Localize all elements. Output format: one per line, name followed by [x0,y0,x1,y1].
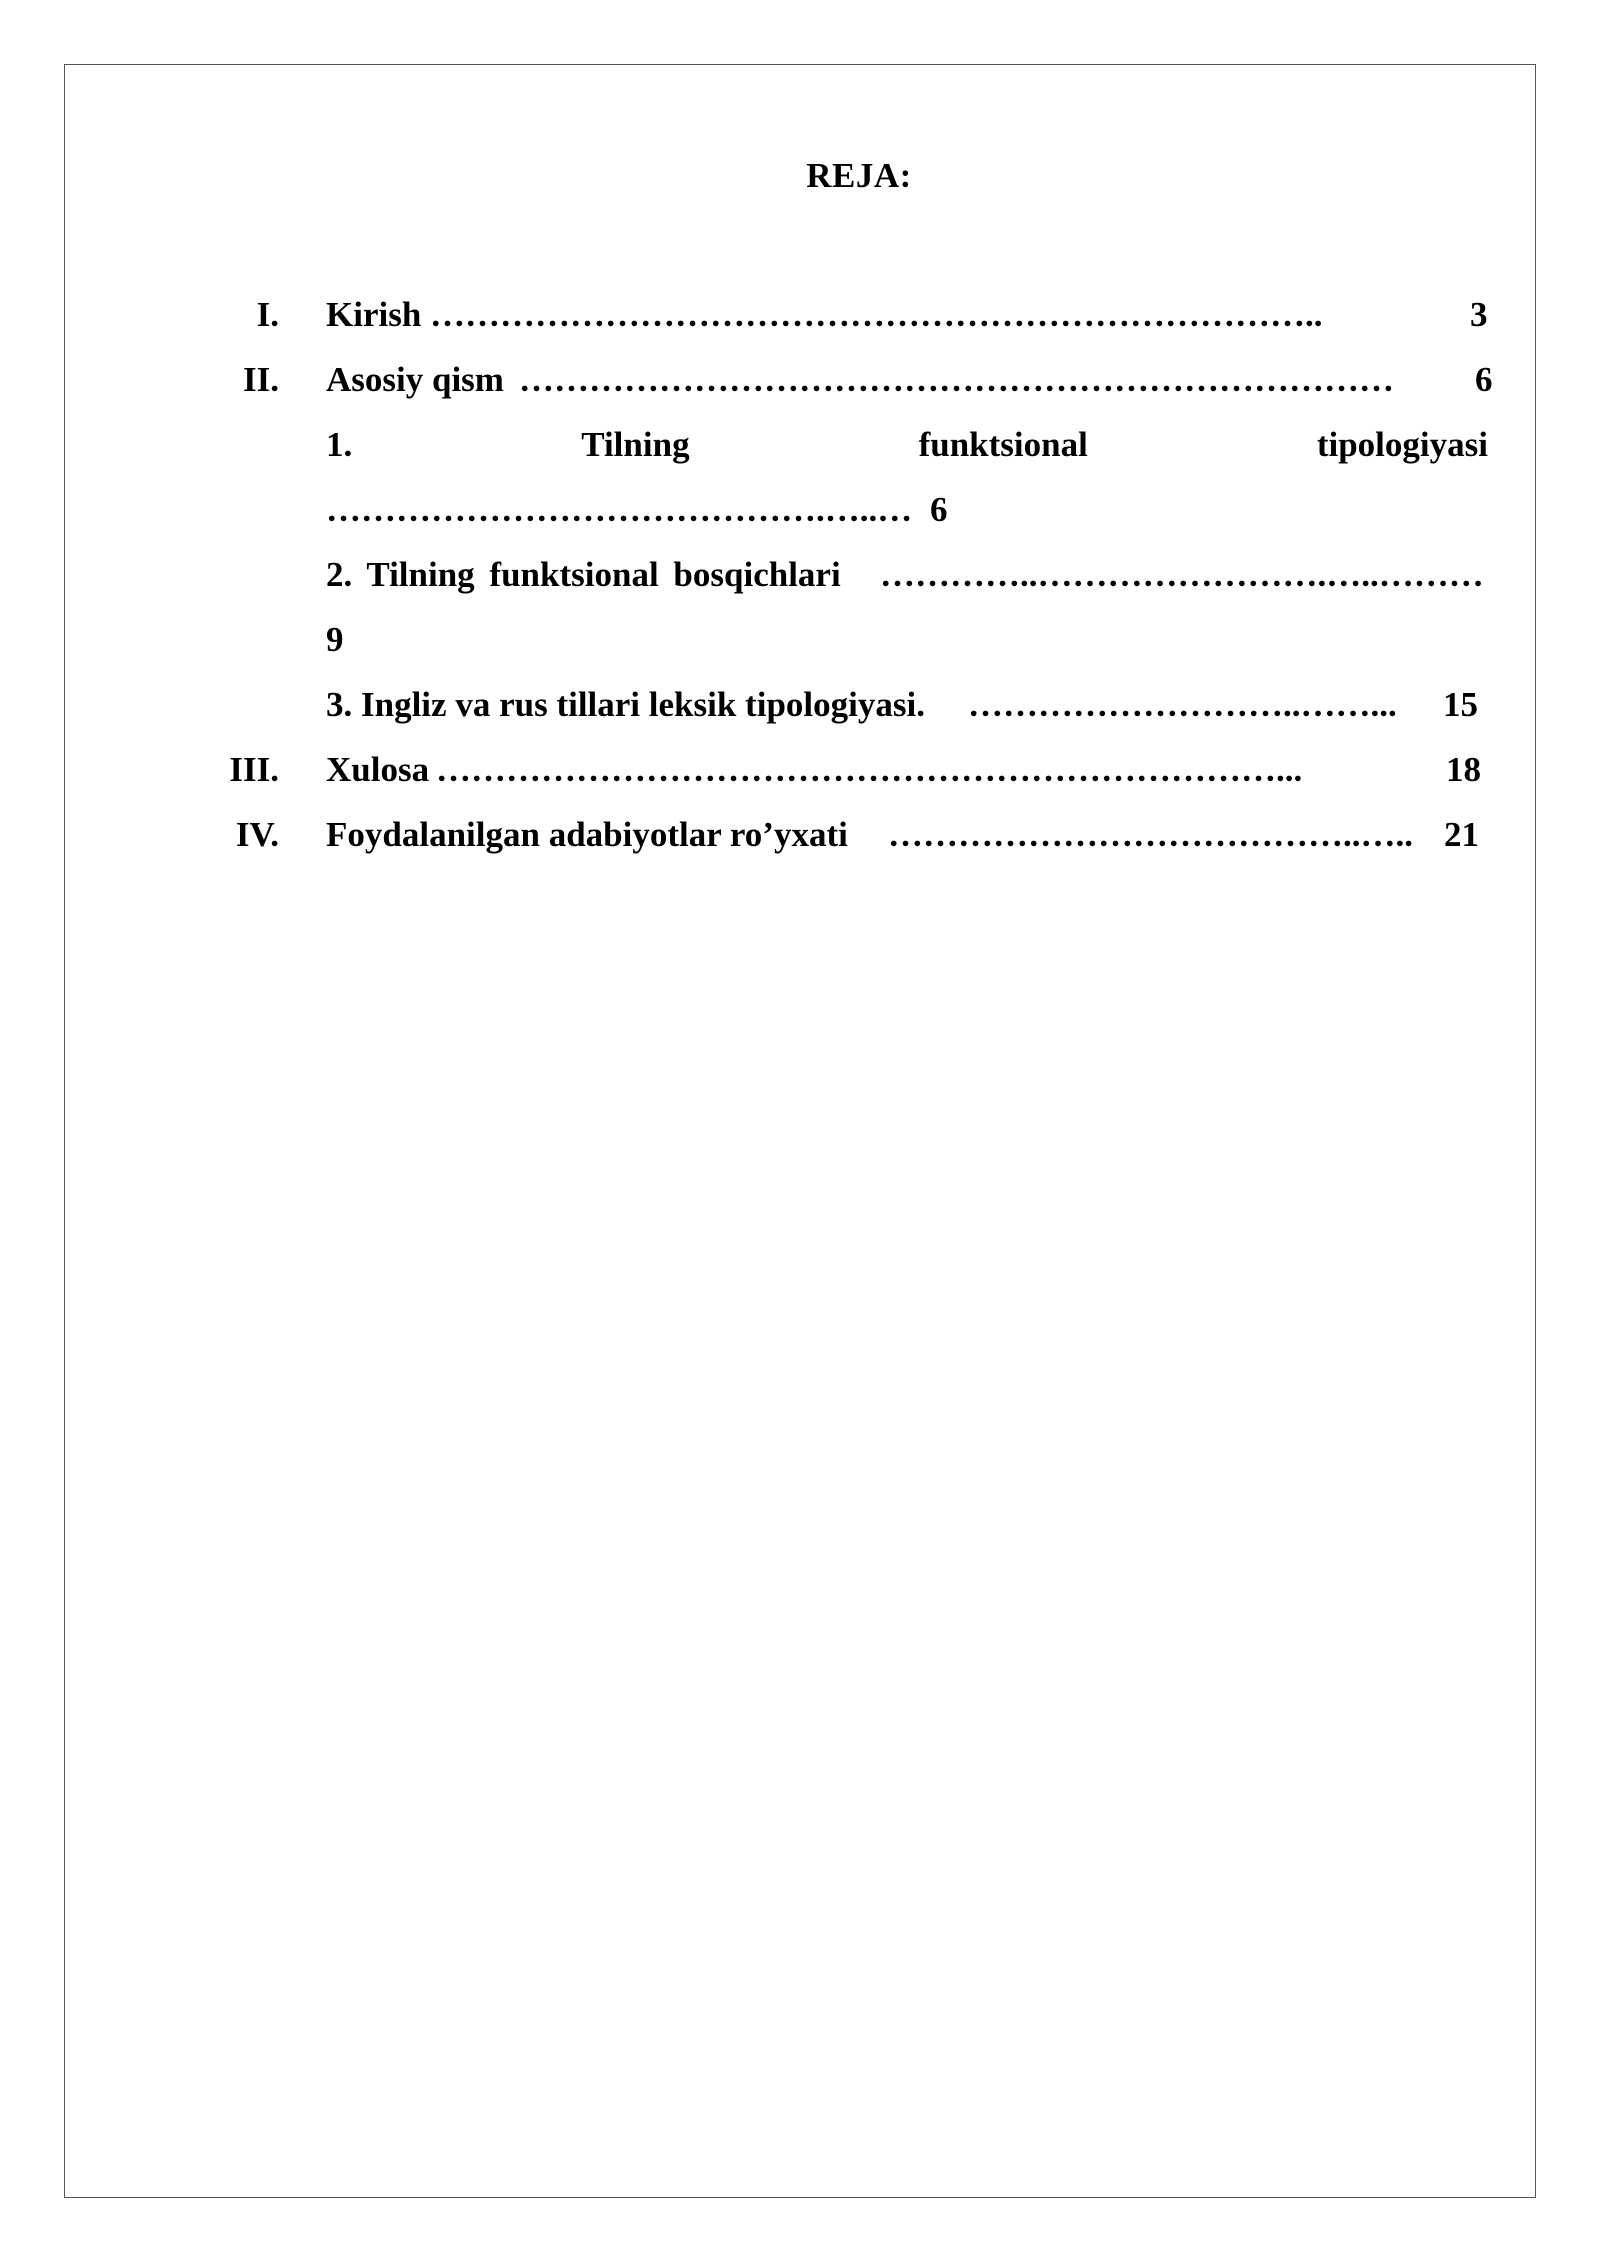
toc-label: Foydalanilgan adabiyotlar ro’yxati [326,815,848,854]
toc-item-kirish[interactable] [0,290,1600,340]
toc-label: 2. Tilning funktsional bosqichlari [326,555,841,594]
toc-leader-dots: …………………………………..….. [888,815,1413,854]
toc-subitem-2-continuation[interactable] [0,615,1600,665]
toc-subitem-justified-line [326,420,1488,470]
toc-leader-dots: ………………………………………………………………… [519,360,1394,399]
toc-page-number: 21 [1444,815,1479,854]
toc-page-number: 6 [930,490,948,529]
toc-word: tipologiyasi [1316,425,1488,464]
toc-leader-dots: …………………………………….…..… [326,490,913,529]
toc-numeral: III. [229,750,279,789]
toc-subitem-3[interactable] [0,680,1600,730]
toc-label: Kirish [326,295,422,334]
toc-word: Tilning [581,425,690,464]
toc-label: Xulosa [326,750,430,789]
toc-subitem-1[interactable] [0,420,1600,470]
toc-numeral: IV. [235,815,279,854]
page-title: REJA: [806,156,912,195]
toc-leader-dots: …………..…………………….…..……… [880,555,1484,594]
toc-label: 3. Ingliz va rus tillari leksik tipologiyasi. [326,685,925,724]
toc-word: funktsional [918,425,1088,464]
toc-item-xulosa[interactable] [0,745,1600,795]
toc-page-number: 18 [1446,750,1481,789]
toc-numeral: I. [256,295,279,334]
toc-item-asosiy-qism[interactable] [0,355,1600,405]
toc-label: Asosiy qism [326,360,504,399]
toc-numeral: II. [243,360,279,399]
toc-page-number: 9 [326,620,344,659]
toc-leader-dots: ………………………………………………………………... [436,750,1303,789]
toc-subitem-2[interactable] [0,550,1600,600]
toc-leader-dots: ………………………..……... [968,685,1397,724]
toc-page-number: 6 [1475,360,1493,399]
toc-sub-number: 1. [326,425,353,464]
toc-subitem-1-continuation[interactable] [0,485,1600,535]
toc-item-adabiyotlar[interactable] [0,810,1600,860]
toc-page-number: 3 [1470,295,1488,334]
toc-page-number: 15 [1443,685,1478,724]
toc-leader-dots: ………………………………………………………………….. [430,295,1323,334]
